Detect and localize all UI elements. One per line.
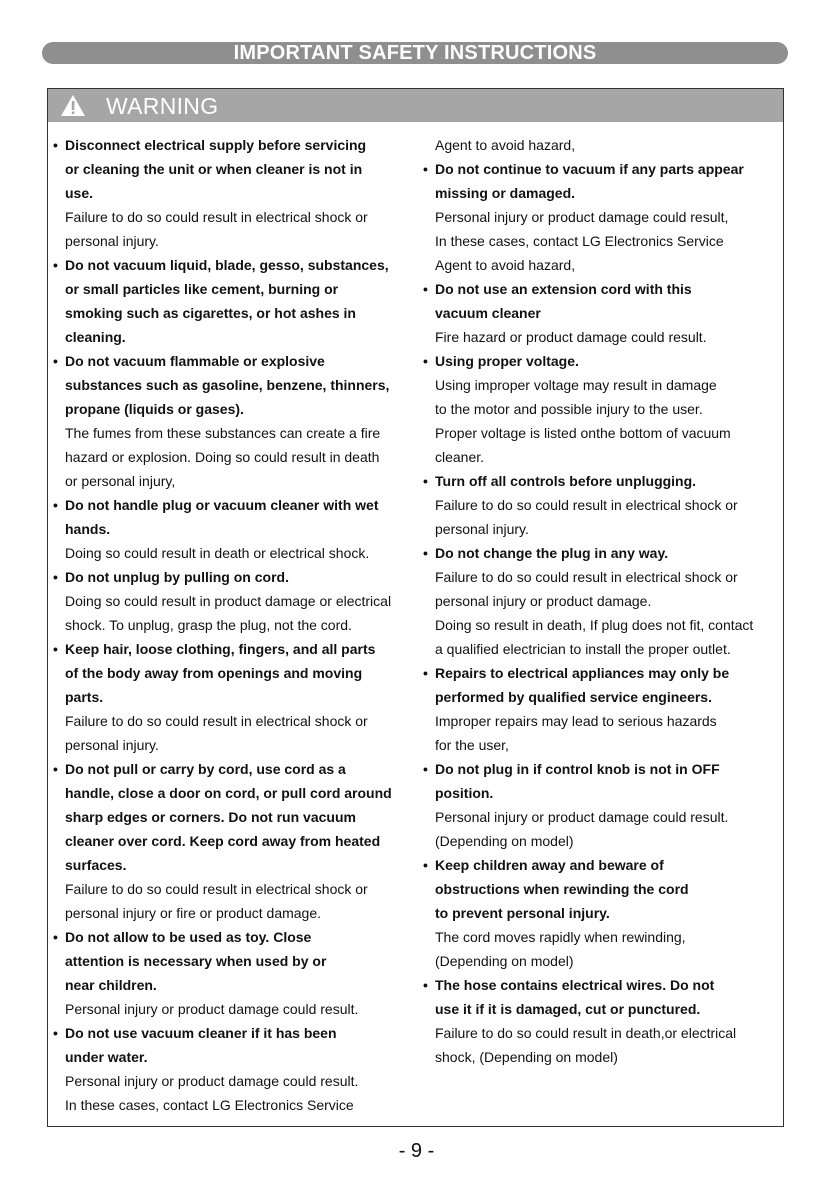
bullet-icon: • [53, 569, 58, 585]
safety-item-heading: • The hose contains electrical wires. Do not [423, 973, 785, 997]
safety-item-description: Using improper voltage may result in damage [435, 377, 717, 393]
safety-item-heading-cont: surfaces. [65, 857, 127, 873]
bullet-icon: • [53, 497, 58, 513]
safety-item-heading: • Do not use vacuum cleaner if it has been [53, 1021, 425, 1045]
safety-item [423, 853, 785, 973]
safety-item-heading: • Do not pull or carry by cord, use cord as a [53, 757, 425, 781]
bullet-icon: • [423, 545, 428, 561]
safety-item-heading-cont: parts. [65, 689, 104, 705]
safety-item-heading: • Using proper voltage. [423, 349, 785, 373]
bullet-icon: • [53, 353, 58, 369]
safety-item-description: Failure to do so could result in electrical shock or [65, 713, 368, 729]
safety-item-heading-cont: hands. [65, 521, 111, 537]
safety-item-heading-cont: obstructions when rewinding the cord [435, 881, 689, 897]
bullet-icon: • [53, 761, 58, 777]
safety-item-description: shock, (Depending on model) [435, 1049, 618, 1065]
safety-item-description: a qualified electrician to install the proper outlet. [435, 641, 731, 657]
safety-item-description: Agent to avoid hazard, [435, 137, 576, 153]
safety-item [423, 469, 785, 541]
safety-item-heading: • Keep children away and beware of [423, 853, 785, 877]
safety-item-description: Personal injury or product damage could result, [435, 209, 729, 225]
bullet-icon: • [423, 161, 428, 177]
safety-item-heading: • Turn off all controls before unplugging. [423, 469, 785, 493]
section-title: IMPORTANT SAFETY INSTRUCTIONS [233, 42, 597, 64]
safety-item-description: Failure to do so could result in death,or electrical [435, 1025, 737, 1041]
section-title-bar [42, 42, 788, 64]
safety-item-heading: • Do not continue to vacuum if any parts appear [423, 157, 785, 181]
safety-item-description: Personal injury or product damage could result. [65, 1001, 359, 1017]
safety-item [53, 1021, 425, 1117]
safety-item-description: personal injury or product damage. [435, 593, 652, 609]
safety-item-description: personal injury. [435, 521, 529, 537]
safety-item [53, 349, 425, 493]
safety-item-heading-cont: substances such as gasoline, benzene, thinners, [65, 377, 390, 393]
safety-item-heading-cont: or cleaning the unit or when cleaner is not in [65, 161, 363, 177]
safety-item [53, 493, 425, 565]
safety-item-description: shock. To unplug, grasp the plug, not the cord. [65, 617, 352, 633]
safety-item-description: personal injury. [65, 737, 159, 753]
warning-label: WARNING [106, 93, 219, 119]
safety-item-heading: • Do not plug in if control knob is not in OFF [423, 757, 785, 781]
safety-item-heading-cont: sharp edges or corners. Do not run vacuum [65, 809, 356, 825]
safety-item-heading: • Keep hair, loose clothing, fingers, and all parts [53, 637, 425, 661]
safety-item [53, 565, 425, 637]
safety-item [53, 253, 425, 349]
safety-item [53, 925, 425, 1021]
safety-item-heading-cont: to prevent personal injury. [435, 905, 610, 921]
safety-item-description: Proper voltage is listed onthe bottom of vacuum [435, 425, 731, 441]
safety-item-heading-cont: cleaning. [65, 329, 126, 345]
safety-item-description: personal injury or fire or product damage. [65, 905, 322, 921]
bullet-icon: • [53, 641, 58, 657]
bullet-icon: • [53, 257, 58, 273]
safety-item-heading: • Do not change the plug in any way. [423, 541, 785, 565]
safety-item-heading-cont: vacuum cleaner [435, 305, 541, 321]
safety-item-heading-cont: use it if it is damaged, cut or punctured. [435, 1001, 701, 1017]
safety-item-description: Improper repairs may lead to serious hazards [435, 713, 717, 729]
safety-item-description: The cord moves rapidly when rewinding, [435, 929, 686, 945]
safety-item-heading-cont: propane (liquids or gases). [65, 401, 244, 417]
safety-item-heading: • Repairs to electrical appliances may only be [423, 661, 785, 685]
safety-item [423, 349, 785, 469]
safety-item-heading-cont: use. [65, 185, 94, 201]
safety-item-heading: • Do not handle plug or vacuum cleaner with wet [53, 493, 425, 517]
safety-item-heading-cont: performed by qualified service engineers. [435, 689, 712, 705]
safety-item-description: Failure to do so could result in electrical shock or [65, 209, 368, 225]
safety-item-description: Personal injury or product damage could result. [435, 809, 729, 825]
safety-item-heading-cont: cleaner over cord. Keep cord away from heated [65, 833, 381, 849]
safety-item-heading-cont: attention is necessary when used by or [65, 953, 327, 969]
safety-item [53, 637, 425, 757]
bullet-icon: • [423, 353, 428, 369]
safety-item-heading-cont: near children. [65, 977, 157, 993]
safety-item-heading-cont: or small particles like cement, burning or [65, 281, 339, 297]
safety-item-description: Agent to avoid hazard, [435, 257, 576, 273]
safety-item [423, 757, 785, 853]
safety-item-description: Doing so could result in product damage or electrical [65, 593, 392, 609]
safety-item-heading-cont: of the body away from openings and moving [65, 665, 363, 681]
bullet-icon: • [423, 761, 428, 777]
safety-item-description: for the user, [435, 737, 509, 753]
bullet-icon: • [423, 281, 428, 297]
safety-item-description: In these cases, contact LG Electronics Service [65, 1097, 354, 1113]
safety-item-description: Doing so could result in death or electrical shock. [65, 545, 370, 561]
safety-item-description: Failure to do so could result in electrical shock or [65, 881, 368, 897]
bullet-icon: • [423, 977, 428, 993]
safety-item-description: personal injury. [65, 233, 159, 249]
safety-item-description: Fire hazard or product damage could result. [435, 329, 707, 345]
safety-item [53, 757, 425, 925]
bullet-icon: • [53, 137, 58, 153]
left-column [53, 133, 425, 1117]
safety-item-heading: • Do not vacuum liquid, blade, gesso, substances, [53, 253, 425, 277]
safety-item [423, 277, 785, 349]
safety-item-description: Personal injury or product damage could result. [65, 1073, 359, 1089]
safety-item-heading: • Do not allow to be used as toy. Close [53, 925, 425, 949]
bullet-icon: • [423, 857, 428, 873]
bullet-icon: • [423, 473, 428, 489]
safety-item-description: to the motor and possible injury to the user. [435, 401, 703, 417]
right-column [423, 133, 785, 1069]
safety-item-description: or personal injury, [65, 473, 176, 489]
safety-item-heading: • Do not vacuum flammable or explosive [53, 349, 425, 373]
warning-header [48, 89, 783, 122]
safety-item [423, 133, 785, 157]
bullet-icon: • [53, 929, 58, 945]
warning-triangle-icon [60, 94, 86, 117]
safety-item [53, 133, 425, 253]
safety-item-description: In these cases, contact LG Electronics Service [435, 233, 724, 249]
safety-item-description: Failure to do so could result in electrical shock or [435, 569, 738, 585]
safety-item-heading-cont: smoking such as cigarettes, or hot ashes in [65, 305, 356, 321]
safety-item-heading: • Do not unplug by pulling on cord. [53, 565, 425, 589]
safety-item-description: cleaner. [435, 449, 485, 465]
safety-item-description: Failure to do so could result in electrical shock or [435, 497, 738, 513]
safety-item-description: Doing so result in death, If plug does not fit, contact [435, 617, 754, 633]
safety-item-description: hazard or explosion. Doing so could result in death [65, 449, 380, 465]
bullet-icon: • [423, 665, 428, 681]
safety-item-heading-cont: handle, close a door on cord, or pull cord around [65, 785, 392, 801]
safety-item-heading-cont: missing or damaged. [435, 185, 576, 201]
safety-item-heading: • Disconnect electrical supply before servicing [53, 133, 425, 157]
safety-item-description: The fumes from these substances can create a fire [65, 425, 381, 441]
safety-item [423, 973, 785, 1069]
page-number: - 9 - [398, 1140, 435, 1162]
safety-item-description: (Depending on model) [435, 953, 574, 969]
safety-item-heading-cont: under water. [65, 1049, 148, 1065]
safety-item [423, 661, 785, 757]
safety-item [423, 157, 785, 277]
warning-box [47, 88, 784, 1127]
safety-item-heading-cont: position. [435, 785, 494, 801]
safety-item-description: (Depending on model) [435, 833, 574, 849]
safety-item [423, 541, 785, 661]
safety-item-heading: • Do not use an extension cord with this [423, 277, 785, 301]
bullet-icon: • [53, 1025, 58, 1041]
